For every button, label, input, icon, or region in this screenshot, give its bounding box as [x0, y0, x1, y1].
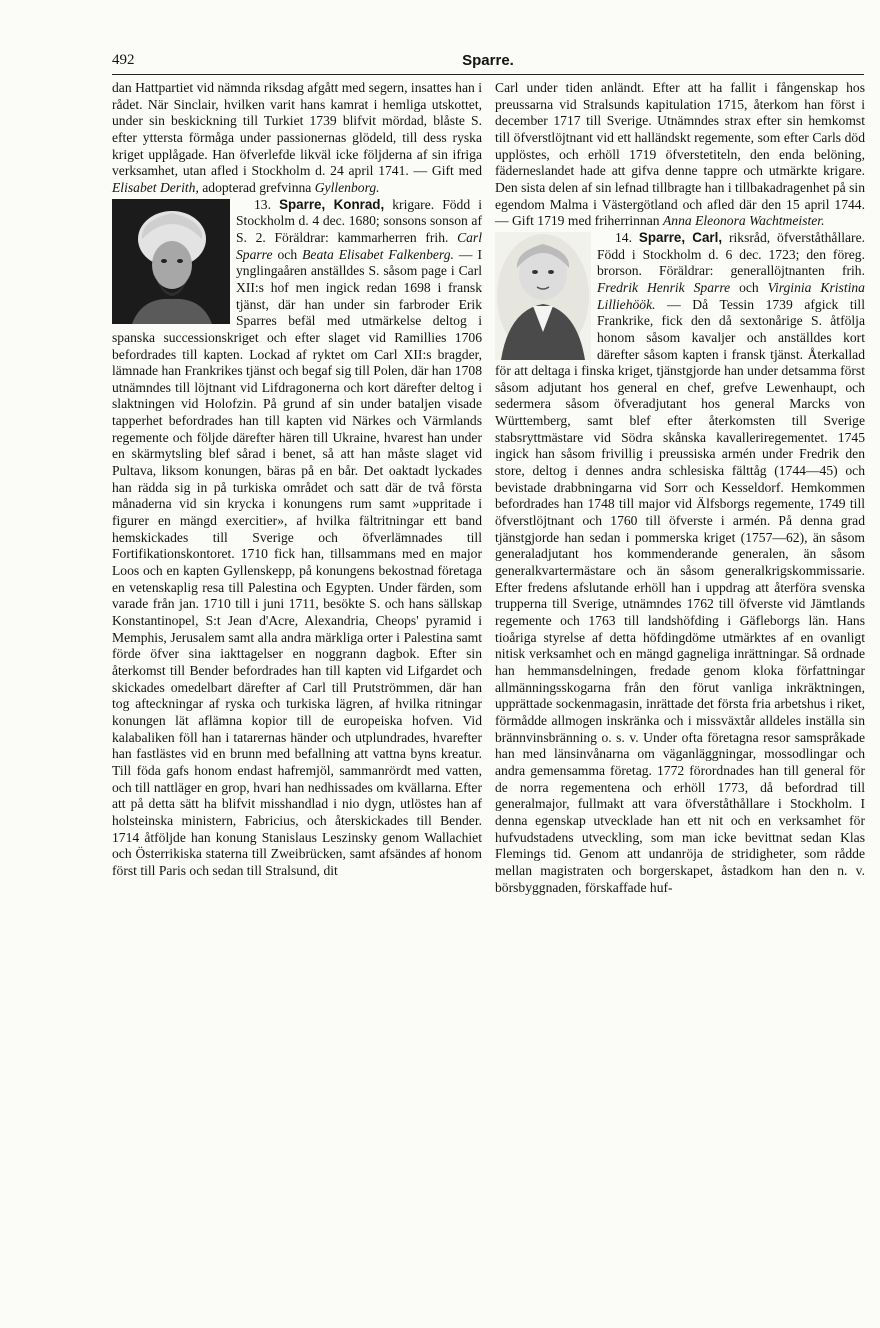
entry-13: 13. Sparre, Konrad, krigare. Född i Stockholm d. 4 dec. 1680; sonsons sonson af S. 2. Föräldrar: kammarherren frih. Carl Sparre och Beata Elisabet Falkenberg. — I ynglingaåren anställdes S. såsom page i Carl XII:s hof men ingick redan 1698 i fransk tjänst, där han under sin farbroder Erik Sparres befäl med utmärkelse deltog i spanska successionskriget och efter slaget vid Ramillies 1706 befordrades till kapten. Lockad af ryktet om Carl XII:s bragder, lämnade han Frankrikes tjänst och begaf sig till Polen, där han 1708 utnämndes till löjtnant vid Lifdragonerna och kort därefter deltog i slaktningen vid Holofzin. På grund af sin under bataljen visade tapperhet befordrades han till kapten vid Närkes och Värmlands regemente och följde därefter hären till Ukraine, hvarest han under en skärmytsling blef sårad i benet, så att han måste slaget vid Pultava, liksom konungen, bäras på en bår. Det oaktadt lyckades han rädda sig in på turkiska området och satt där de två första månaderna vid sin krycka i konungens rum samt »uppritade i figurer en mängd exercitier», af hvilka fältritningar ett band hemskickades till Sverige och öfverlämnades till Fortifikationskontoret. 1710 fick han, tillsammans med en major Loos och en kapten Gyllenskepp, på konungens bekostnad företaga en vetenskaplig resa till Palestina och Egypten. Under färden, som varade från jan. 1710 till i juni 1711, besökte S. och hans sällskap Konstantinopel, S:t Jean d'Acre, Alexandria, Cheops' pyramid i Memphis, Jerusalem samt alla andra märkliga orter i Palestina samt förde öfver sina iakttagelser en noggrann dagbok. Efter sin återkomst till Bender befordrades han till kapten vid Lifgardet och skickades omedelbart därefter af Carl till Prutströmmen, där han tog afteckningar af ryska och turkiska lägren, af hvilka ritningar konungen lät aflämna kopior till de europeiska hofven. Vid kalabaliken föll han i tatarernas händer och utplundrades, hvarefter han fastlästes vid en brunn med befallning att vattna byns kreatur. Till föda gafs honom endast hafremjöl, sammanrördt med vatten, och till nattläger en grop, hvari han nedhissades om kvällarna. Efter att på detta sätt ha blifvit misshandlad i nio dygn, utlöstes han af holsteinska ministern, Fabricius, och återskickades till Bender. 1714 åtföljde han konung Stanislaus Leszinsky genom Wallachiet och Österrikiska staterna till Zweibrücken, samt afsändes af honom först till Paris och sedan till Stralsund, dit — [112, 196, 482, 878]
page-header — [112, 52, 864, 74]
spouse-name: Anna Eleonora Wachtmeister. — [663, 213, 825, 229]
entry-number: 13. — [254, 196, 271, 212]
left-column — [112, 80, 482, 880]
entry-number: 14. — [615, 229, 632, 245]
entry-14: 14. Sparre, Carl, riksråd, öfverståthållare. Född i Stockholm d. 6 dec. 1723; den föreg. brorson. Föräldrar: generallöjtnanten frih. Fredrik Henrik Sparre och Virginia Kristina Lilliehöök. — Då Tessin 1739 afgick till Frankrike, fick den då sextonårige S. åtfölja honom såsom kavaljer och anställdes kort därefter såsom kapten i fransk tjänst. Återkallad för att deltaga i finska kriget, tjänstgjorde han under detsamma först såsom adjutant hos general en chef, grefve Lewenhaupt, och sedermera såsom öfveradjutant hos general Marcks von Württemberg, samt blef efter återkomsten till Sverige stabsryttmästare vid Södra skånska kavalleriregementet. 1745 ingick han såsom frivillig i preussiska armén under Fredrik den store, deltog i dennes andra schlesiska fälttåg (1744—45) och bevistade drabbningarna vid Sorr och Kesseldorf. Hemkommen befordrades han 1748 till major vid Älfsborgs regemente, 1749 till öfverstlöjtnant och 1760 till öfverste i armén. På denna grad tjänstgjorde han sedan i pommerska kriget (1757—62), än såsom generaladjutant hos kommenderande generalen, än såsom generalkvartermästare och än såsom generalkrigskommissarie. Efter fredens afslutande erhöll han i uppdrag att återföra svenska trupperna till Sverige, utnämndes 1762 till öfverste vid Jämtlands regemente och 1763 till landshöfding i Gäfleborgs län. Hans tioåriga styrelse af detta höfdingdöme utmärktes af en ovanligt nitisk verksamhet och en mängd gagneliga inrättningar. Så ordnade han hemmansdelningen, fredade genom kloka författningar allmänningsskogarna från den förut vanliga inkräktningen, upprättade sockenmagasin, inrättade det första fria arbetshus i riket, förmådde allmogen inskränka och i missväxtår alldeles inställa sin brännvinsbränning o. s. v. Under ofta företagna resor samspråkade han med länsinvånarna om väganläggningar, mossodlingar och andra gemensamma företag. 1772 förordnades han till general för de norra regementena och erhöll 1773, då befordrad till generalmajor, fullmakt att vara öfverståthållare i Stockholm. I denna egenskap utvecklade han ett nit och en verksamhet för hufvudstadens utveckling, som man icke bevittnat sedan Klas Flemings tid. Genom att undanröja de stridigheter, som rådde mellan magistraten och borgerskapet, åstadkom han den n. v. börsbyggnaden, förskaffade huf- — [495, 229, 865, 895]
spouse-name: Elisabet Derith, — [112, 179, 199, 195]
right-column — [495, 80, 865, 896]
page-title: Sparre. — [462, 52, 514, 69]
portrait-konrad-sparre — [112, 199, 230, 324]
adopted-name: Gyllenborg. — [314, 179, 380, 195]
header-rule — [112, 74, 864, 75]
portrait-carl-sparre — [495, 232, 591, 360]
paragraph-continued: dan Hattpartiet vid nämnda riksdag afgått med segern, insattes han i rådet. När Sinclair, hvilken varit hans kamrat i hemliga utskottet, under sin beskickning till Turkiet 1739 blifvit mördad, blåste S. efter yttersta förmåga under passionernas glödeld, till dess ryska kriget upplågade. Han öfverlefde likväl icke följderna af sin ifriga verksamhet, utan afled i Stockholm d. 24 april 1741. — Gift med Elisabet Derith, adopterad grefvinna Gyllenborg. — [112, 80, 482, 195]
paragraph-continued-right: Carl under tiden anländt. Efter att ha fallit i fångenskap hos preussarna vid Stralsunds kapitulation 1715, återkom han först i december 1717 till Sverige. Utnämndes strax efter sin hemkomst till öfverstlöjtnant vid ett halländskt regemente, som efter Carls död upplöstes, och erhöll 1719 öfverstetiteln, den enda belöning, fäderneslandet hade att gifva denne tappre och utmärkte krigare. Den sista delen af sin lefnad tillbragte han i tillbakadragenhet på sin egendom Malma i Västergötland och afled där den 15 april 1744. — Gift 1719 med friherrinnan Anna Eleonora Wachtmeister. — [495, 80, 865, 229]
entry-name: Sparre, Konrad, — [279, 196, 385, 212]
entry-name: Sparre, Carl, — [638, 229, 723, 245]
page-number: 492 — [112, 52, 135, 68]
